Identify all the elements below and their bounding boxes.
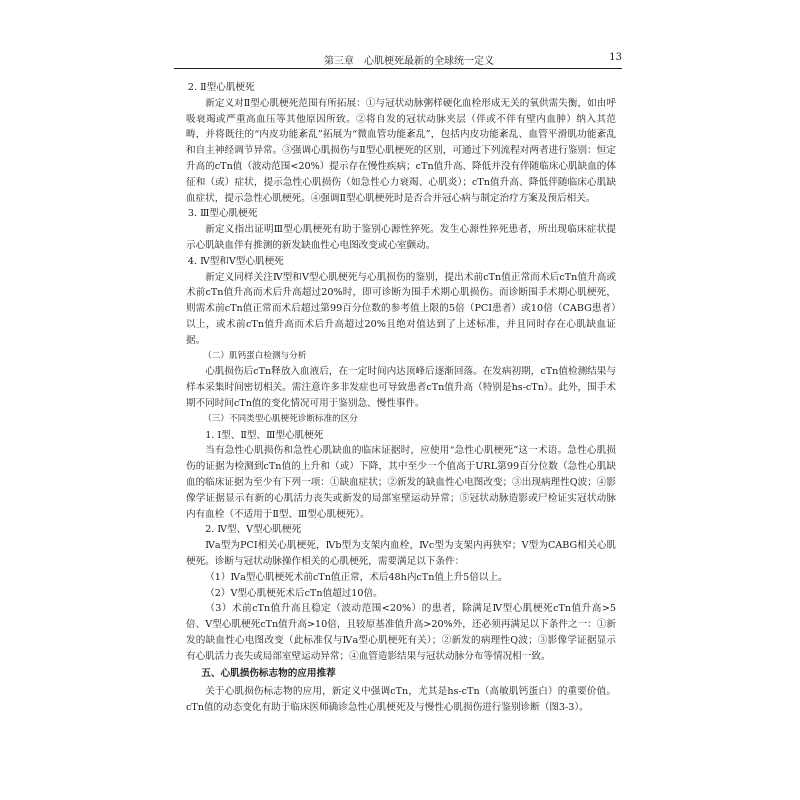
paragraph-types-1-2-3: 当有急性心肌损伤和急性心肌缺血的临床证据时，应使用“急性心肌梗死”这一术语。急性心肌损伤的证据为检测到cTn值的上升和（或）下降，其中至少一个值高于URL第99百分位数（急性心肌缺血的临床证据为至少有下列一项：①缺血症状；②新发的缺血性心电图改变；③出现病理性Q波；④影像学证据显示有新的心肌活力丧失或新发的局部室壁运动异常；⑤冠状动脉造影或尸检证实冠状动脉内有血栓（不适用于Ⅱ型、Ⅲ型心肌梗死）。 bbox=[186, 445, 616, 520]
paragraph-type3-mi: 新定义指出证明Ⅲ型心肌梗死有助于鉴别心源性猝死。发生心源性猝死患者，所出现临床症状提示心肌缺血伴有推测的新发缺血性心电图改变或心室颤动。 bbox=[186, 224, 616, 251]
condition-3: （3）术前cTn值升高且稳定（波动范围<20%）的患者，除满足Ⅳ型心肌梗死cTn值升高>5倍、Ⅴ型心肌梗死cTn值升高>10倍，且较原基准值升高>20%外，还必须再满足以下条件之一：①新发的缺血性心电图改变（此标准仅与Ⅳa型心肌梗死有关）；②新发的病理性Q波；③影像学证据显示有心肌活力丧失或局部室壁运动异常；④血管造影结果与冠状动脉分布等情况相一致。 bbox=[186, 603, 616, 662]
heading-types-1-2-3: 1. Ⅰ型、Ⅱ型、Ⅲ型心肌梗死 bbox=[205, 429, 324, 441]
page-number: 13 bbox=[609, 52, 622, 63]
page-body bbox=[186, 80, 616, 716]
running-header bbox=[174, 52, 622, 69]
paragraph-biomarker-recommendation: 关于心肌损伤标志物的应用，新定义中强调cTn，尤其是hs-cTn（高敏肌钙蛋白）的重要价值。cTn值的动态变化有助于临床医师确诊急性心肌梗死及与慢性心肌损伤进行鉴别诊断（图3-3）。 bbox=[186, 686, 616, 714]
heading-type3-mi: 3. Ⅲ型心肌梗死 bbox=[187, 208, 258, 220]
heading-type2-mi: 2. Ⅱ型心肌梗死 bbox=[187, 82, 255, 93]
condition-1: （1）Ⅳa型心肌梗死术前cTn值正常，术后48h内cTn值上升5倍以上。 bbox=[205, 571, 508, 583]
heading-biomarker-recommendation: 五、心肌损伤标志物的应用推荐 bbox=[201, 668, 336, 680]
paragraph-types-4-5: Ⅳa型为PCI相关心肌梗死，Ⅳb型为支架内血栓，Ⅳc型为支架内再狭窄；Ⅴ型为CABG相关心肌梗死。诊断与冠状动脉操作相关的心肌梗死，需要满足以下条件： bbox=[186, 540, 616, 567]
heading-type4-5-mi: 4. Ⅳ型和Ⅴ型心肌梗死 bbox=[187, 255, 284, 267]
heading-troponin-analysis: （二）肌钙蛋白检测与分析 bbox=[203, 350, 307, 361]
heading-criteria-distinction: （三）不同类型心肌梗死诊断标准的区分 bbox=[203, 413, 358, 424]
paragraph-troponin-analysis: 心肌损伤后cTn释放入血液后，在一定时间内达顶峰后逐渐回落。在发病初期，cTn值检测结果与样本采集时间密切相关。需注意许多非发症也可导致患者cTn值升高（特别是hs-cTn）。此外，围手术期不同时间cTn值的变化情况可用于鉴别急、慢性事件。 bbox=[186, 366, 616, 409]
chapter-title: 第三章 心肌梗死最新的全球统一定义 bbox=[324, 56, 494, 67]
paragraph-type4-5-mi: 新定义同样关注Ⅳ型和Ⅴ型心肌梗死与心肌损伤的鉴别，提出术前cTn值正常而术后cTn值升高或术前cTn值升高而术后升高超过20%时，即可诊断为围手术期心肌损伤。而诊断围手术期心肌梗死，则需术前cTn值正常而术后超过第99百分位数的参考值上限的5倍（PCI患者）或10倍（CABG患者）以上，或术前cTn值升高而术后升高超过20%且绝对值达到了上述标准，并且同时存在心肌缺血证据。 bbox=[186, 271, 616, 346]
condition-2: （2）Ⅴ型心肌梗死术后cTn值超过10倍。 bbox=[205, 587, 383, 599]
heading-types-4-5: 2. Ⅳ型、Ⅴ型心肌梗死 bbox=[205, 524, 302, 536]
paragraph-type2-mi: 新定义对Ⅱ型心肌梗死范围有所拓展：①与冠状动脉粥样硬化血栓形成无关的氧供需失衡，如由呼吸衰竭或严重高血压等其他原因所致。②将自发的冠状动脉夹层（伴或不伴有壁内血肿）纳入其范畴，并将既往的“内皮功能紊乱”拓展为“微血管功能紊乱”，包括内皮功能紊乱、血管平滑肌功能紊乱和自主神经调节异常。③强调心肌损伤与Ⅱ型心肌梗死的区别，可通过下列流程对两者进行鉴别：恒定升高的cTn值（波动范围<20%）提示存在慢性疾病；cTn值升高、降低并没有伴随临床心肌缺血的体征和（或）症状，提示急性心肌损伤（如急性心力衰竭、心肌炎）；cTn值升高、降低伴随临床心肌缺血症状，提示急性心肌梗死。④强调Ⅱ型心肌梗死时是否合并冠心病与制定治疗方案及预后相关。 bbox=[186, 97, 616, 204]
